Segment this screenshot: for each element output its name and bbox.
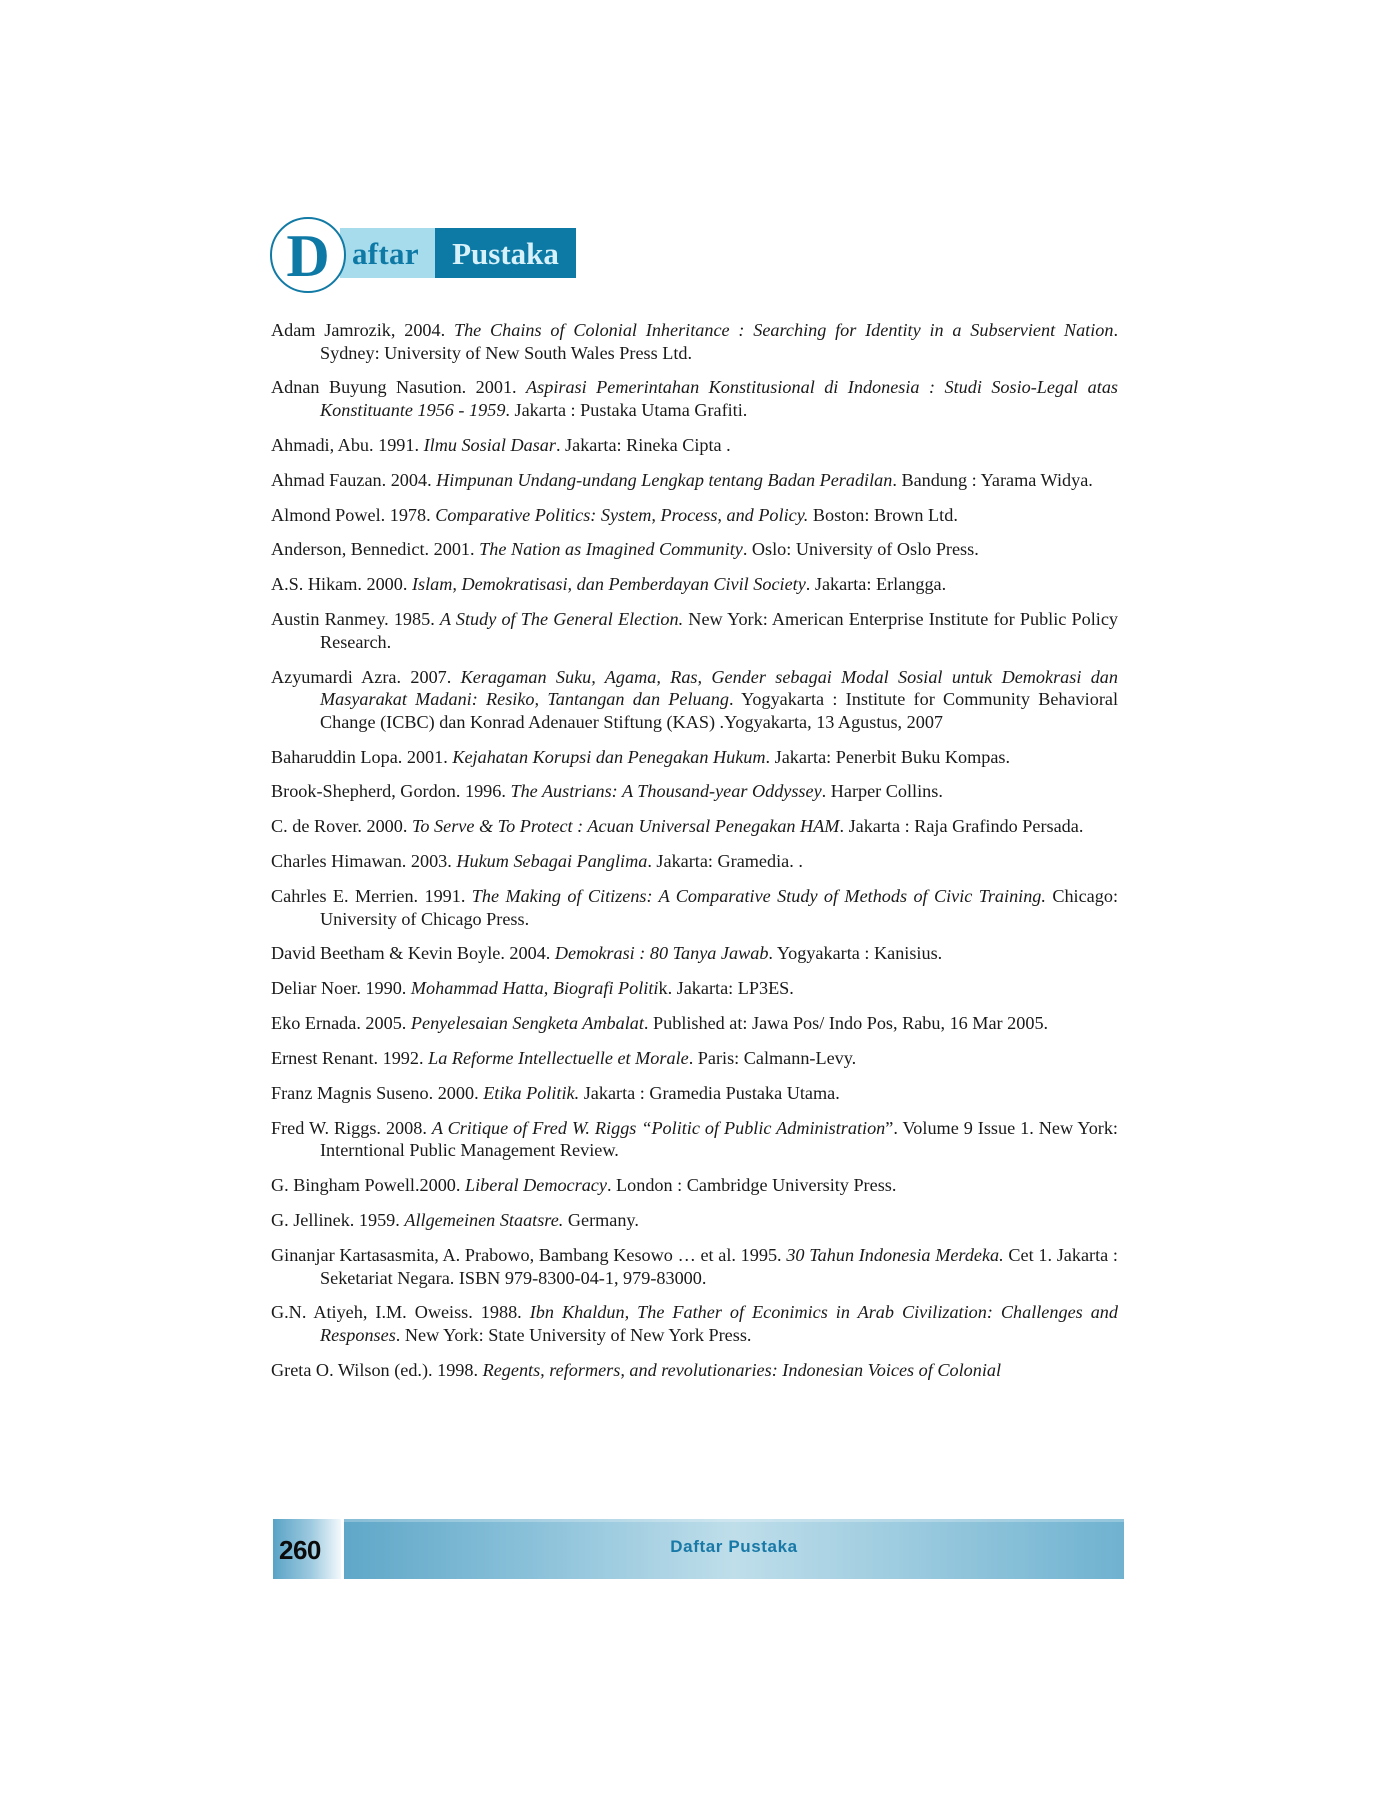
entry-text: G. Bingham Powell.2000. — [271, 1175, 465, 1196]
entry-text: A.S. Hikam. 2000. — [271, 574, 412, 595]
entry-title: Himpunan Undang-undang Lengkap tentang Badan Peradilan — [436, 469, 893, 490]
entry-title: Aspirasi Pemerintahan Konstitusional di Indonesia : Studi Sosio-Legal atas Konstituante 1956 - 1959 — [320, 377, 1118, 420]
entry-text: C. de Rover. 2000. — [271, 816, 412, 837]
entry-text: Baharuddin Lopa. 2001. — [271, 746, 453, 767]
entry-text: Greta O. Wilson (ed.). 1998. — [271, 1359, 483, 1380]
entry-title: Penyelesaian Sengketa Ambalat — [410, 1013, 644, 1034]
entry-text: . Jakarta: Erlangga. — [805, 574, 947, 595]
entry-title: Allgemeinen Staatsre. — [404, 1210, 564, 1231]
entry-title: Demokrasi : 80 Tanya Jawab — [554, 943, 769, 964]
entry-title: The Nation as Imagined Community — [479, 539, 743, 560]
bibliography-entry — [271, 573, 1118, 596]
entry-title: Etika Politik. — [483, 1083, 580, 1104]
bibliography-entry — [271, 319, 1118, 364]
bibliography-entry — [271, 504, 1118, 527]
entry-title: The Making of Citizens: A Comparative Study of Methods of Civic Training. — [471, 886, 1046, 907]
bibliography-entry — [271, 1209, 1118, 1232]
entry-title: A Critique of Fred W. Riggs “Politic of Public Administration — [431, 1117, 886, 1138]
entry-text: . Harper Collins. — [821, 781, 943, 802]
entry-text: G.N. Atiyeh, I.M. Oweiss. 1988. — [271, 1302, 530, 1323]
entry-title: Hukum Sebagai Panglima — [456, 851, 648, 872]
header-title-second-word: Pustaka — [452, 236, 559, 271]
entry-text: Deliar Noer. 1990. — [271, 978, 411, 999]
entry-title: The Chains of Colonial Inheritance : Searching for Identity in a Subservient Nation — [453, 320, 1114, 340]
bibliography-entry — [271, 1244, 1118, 1289]
bibliography-entry — [271, 469, 1118, 492]
bibliography-entry — [271, 815, 1118, 838]
bibliography-entry — [271, 1117, 1118, 1162]
entry-text: . Yogyakarta : Institute for Community Behavioral Change (ICBC) dan Konrad Adenauer Stiftung (KAS) .Yogyakarta, 13 Agustus, 2007 — [320, 689, 1118, 732]
bibliography-entry — [271, 1301, 1118, 1346]
bibliography-entry — [271, 780, 1118, 803]
entry-title: Ibn Khaldun, The Father of Econimics in Arab Civilization: Challenges and Responses — [320, 1302, 1118, 1345]
page-number: 260 — [279, 1535, 321, 1565]
entry-text: New York: American Enterprise Institute for Public Policy Research. — [320, 609, 1118, 652]
entry-text: David Beetham & Kevin Boyle. 2004. — [271, 943, 555, 964]
footer-title-bar — [344, 1519, 1124, 1579]
entry-title: La Reforme Intellectuelle et Morale — [428, 1048, 689, 1069]
bibliography-entry — [271, 746, 1118, 769]
bibliography-entry — [271, 1082, 1118, 1105]
entry-title: Regents, reformers, and revolutionaries: Indonesian Voices of Colonial — [482, 1359, 1002, 1380]
entry-title: Comparative Politics: System, Process, and Policy. — [435, 504, 809, 525]
entry-text: Ginanjar Kartasasmita, A. Prabowo, Bambang Kesowo … et al. 1995. — [271, 1245, 787, 1266]
entry-title: To Serve & To Protect : Acuan Universal Penegakan HAM — [411, 816, 840, 837]
entry-text: . Oslo: University of Oslo Press. — [742, 539, 979, 560]
entry-title: Kejahatan Korupsi dan Penegakan Hukum — [452, 746, 766, 767]
entry-title: Keragaman Suku, Agama, Ras, Gender sebagai Modal Sosial untuk Demokrasi dan Masyarakat Madani: Resiko, Tantangan dan Peluang — [320, 666, 1118, 710]
entry-text: . Bandung : Yarama Widya. — [892, 469, 1093, 490]
entry-title: Ilmu Sosial Dasar — [423, 434, 556, 455]
page-number-box — [273, 1519, 341, 1579]
entry-text: ”. Volume 9 Issue 1. New York: Interntional Public Management Review. — [320, 1117, 1118, 1161]
footer-title: Daftar Pustaka — [670, 1537, 798, 1556]
entry-text: Boston: Brown Ltd. — [808, 504, 958, 525]
entry-text: Germany. — [563, 1210, 639, 1231]
entry-title: The Austrians: A Thousand-year Oddyssey — [510, 781, 822, 802]
bibliography-entry — [271, 376, 1118, 421]
entry-text: Chicago: University of Chicago Press. — [320, 886, 1118, 929]
bibliography-entry — [271, 1012, 1118, 1035]
entry-text: Ahmad Fauzan. 2004. — [271, 469, 437, 490]
entry-text: G. Jellinek. 1959. — [271, 1210, 405, 1231]
entry-text: Jakarta : Gramedia Pustaka Utama. — [579, 1083, 840, 1104]
bibliography-entry — [271, 666, 1118, 734]
bibliography-entry — [271, 608, 1118, 653]
entry-text: Austin Ranmey. 1985. — [271, 609, 440, 630]
page-footer — [273, 1519, 1124, 1579]
entry-text: . Published at: Jawa Pos/ Indo Pos, Rabu, 16 Mar 2005. — [643, 1013, 1049, 1034]
bibliography-entry — [271, 977, 1118, 1000]
bibliography-entry — [271, 942, 1118, 965]
entry-text: Brook-Shepherd, Gordon. 1996. — [271, 781, 511, 802]
entry-text: Cahrles E. Merrien. 1991. — [271, 886, 472, 907]
entry-text: Fred W. Riggs. 2008. — [271, 1117, 432, 1138]
entry-text: . New York: State University of New York Press. — [395, 1324, 752, 1345]
entry-title: Islam, Demokratisasi, dan Pemberdayan Civil Society — [411, 574, 806, 595]
entry-title: A Study of The General Election. — [439, 609, 684, 630]
entry-text: . Jakarta: Gramedia. . — [647, 851, 803, 872]
header-initial-circle-icon — [270, 217, 346, 293]
entry-text: Azyumardi Azra. 2007. — [271, 666, 461, 687]
bibliography-list — [271, 319, 1118, 1394]
entry-text: Ahmadi, Abu. 1991. — [271, 434, 424, 455]
entry-text: Cet 1. Jakarta : Seketariat Negara. ISBN 979-8300-04-1, 979-83000. — [320, 1245, 1118, 1288]
entry-text: . Jakarta: Rineka Cipta . — [555, 434, 731, 455]
entry-title: 30 Tahun Indonesia Merdeka. — [786, 1245, 1004, 1266]
entry-text: . Sydney: University of New South Wales Press Ltd. — [320, 320, 1118, 363]
bibliography-entry — [271, 538, 1118, 561]
entry-text: Charles Himawan. 2003. — [271, 851, 457, 872]
entry-text: Eko Ernada. 2005. — [271, 1013, 411, 1034]
section-header — [270, 216, 580, 294]
bibliography-entry — [271, 1174, 1118, 1197]
header-title-rest: aftar — [352, 236, 419, 271]
entry-text: Adnan Buyung Nasution. 2001. — [271, 377, 527, 398]
entry-text: Ernest Renant. 1992. — [271, 1048, 429, 1069]
entry-text: . Jakarta : Raja Grafindo Persada. — [839, 816, 1084, 837]
entry-text: Anderson, Bennedict. 2001. — [271, 539, 480, 560]
entry-text: k. Jakarta: LP3ES. — [658, 978, 794, 999]
entry-text: . Paris: Calmann-Levy. — [688, 1048, 857, 1069]
entry-text: Adam Jamrozik, 2004. — [271, 320, 454, 340]
header-initial-letter: D — [286, 223, 330, 289]
entry-text: . London : Cambridge University Press. — [606, 1175, 897, 1196]
entry-text: Almond Powel. 1978. — [271, 504, 436, 525]
entry-title: Mohammad Hatta, Biografi Politi — [410, 978, 659, 999]
bibliography-entry — [271, 885, 1118, 930]
entry-text: . Yogyakarta : Kanisius. — [768, 943, 943, 964]
entry-text: Franz Magnis Suseno. 2000. — [271, 1083, 484, 1104]
bibliography-entry — [271, 850, 1118, 873]
bibliography-entry — [271, 1359, 1118, 1382]
entry-text: . Jakarta: Penerbit Buku Kompas. — [765, 746, 1011, 767]
entry-title: Liberal Democracy — [465, 1175, 607, 1196]
entry-text: . Jakarta : Pustaka Utama Grafiti. — [505, 399, 748, 420]
bibliography-entry — [271, 434, 1118, 457]
bibliography-entry — [271, 1047, 1118, 1070]
